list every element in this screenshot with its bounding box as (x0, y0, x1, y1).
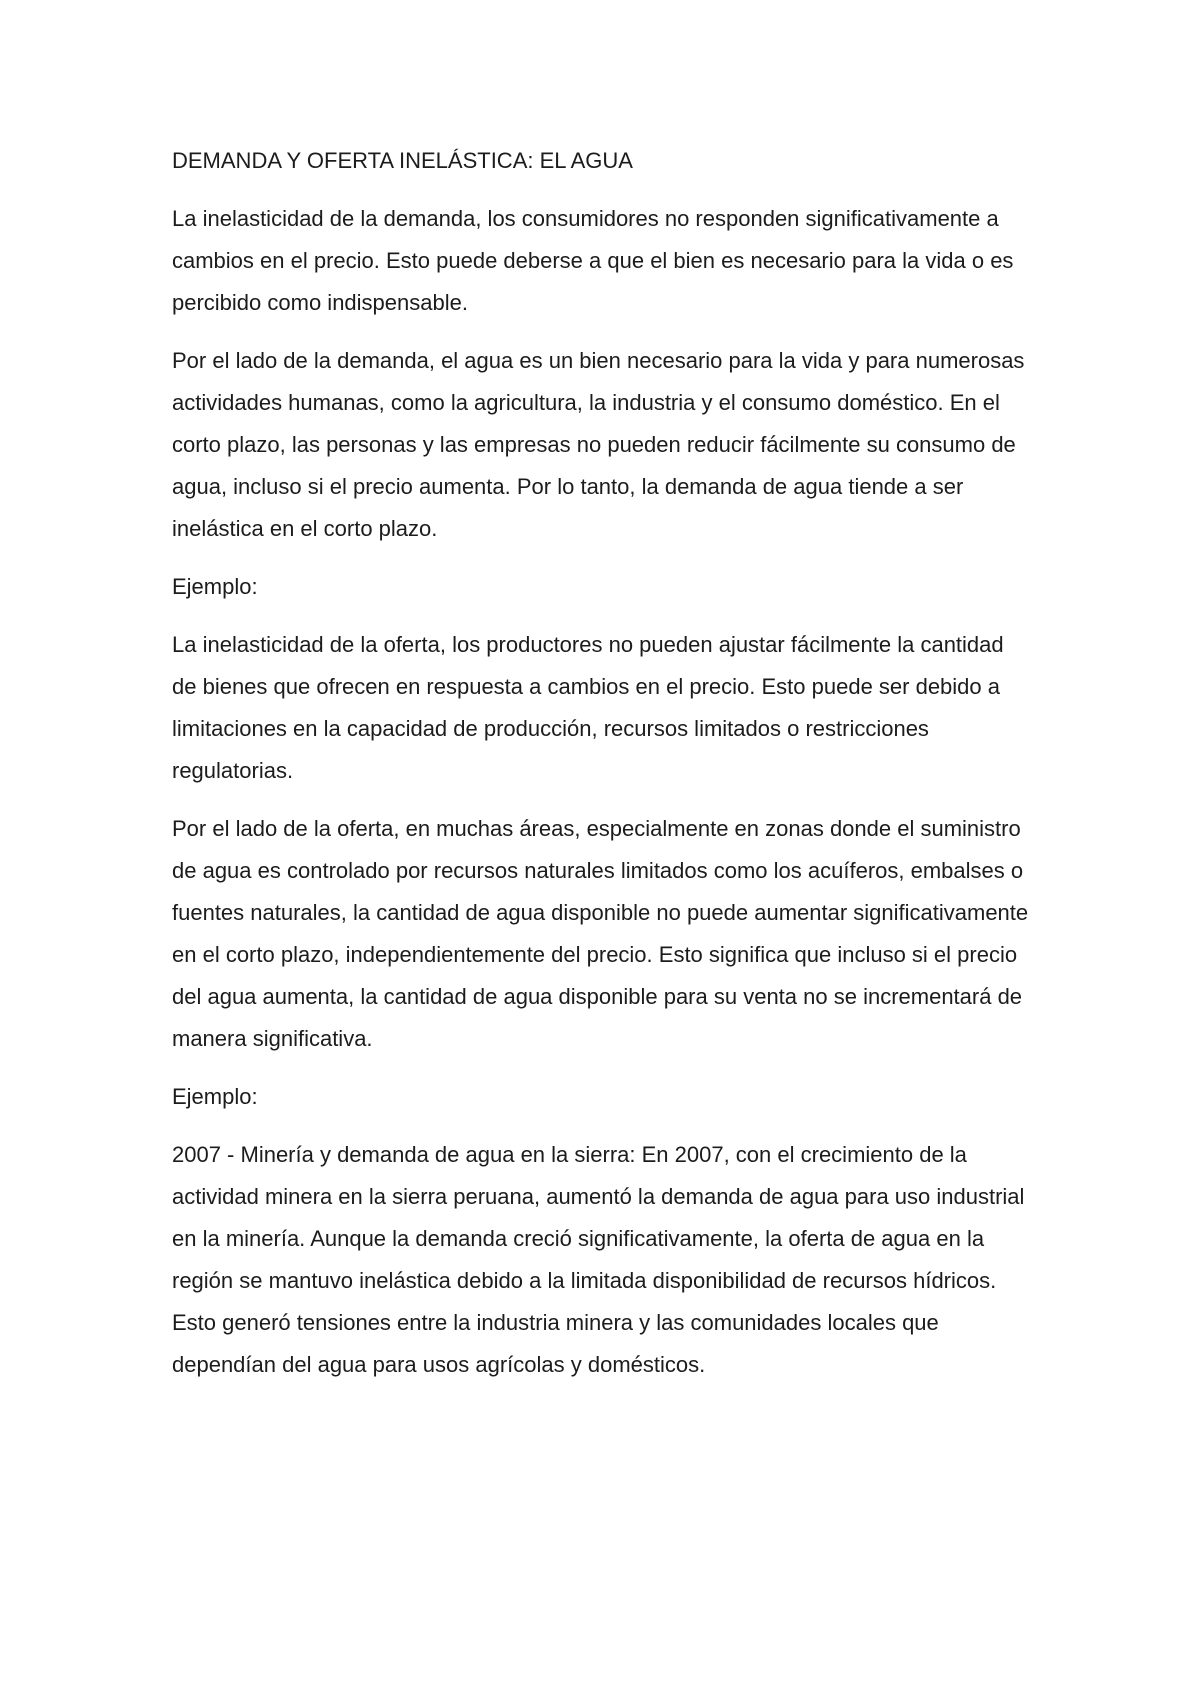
paragraph-supply-water: Por el lado de la oferta, en muchas áreas, especialmente en zonas donde el suministro de agua es controlado por recursos naturales limitados como los acuíferos, embalses o fuentes naturales, la cantidad de agua disponible no puede aumentar significativamente en el corto plazo, independientemente del precio. Esto significa que incluso si el precio del agua aumenta, la cantidad de agua disponible para su venta no se incrementará de manera significativa. (172, 816, 1029, 1051)
paragraph-demand-water: Por el lado de la demanda, el agua es un bien necesario para la vida y para numerosas actividades humanas, como la agricultura, la industria y el consumo doméstico. En el corto plazo, las personas y las empresas no pueden reducir fácilmente su consumo de agua, incluso si el precio aumenta. Por lo tanto, la demanda de agua tiende a ser inelástica en el corto plazo. (172, 348, 1025, 541)
document-title: DEMANDA Y OFERTA INELÁSTICA: EL AGUA (172, 148, 633, 173)
document-body (172, 140, 1034, 1402)
paragraph-demand-inelasticity: La inelasticidad de la demanda, los consumidores no responden significativamente a cambios en el precio. Esto puede deberse a que el bien es necesario para la vida o es percibido como indispensable. (172, 206, 1014, 315)
paragraph-mining-example: 2007 - Minería y demanda de agua en la sierra: En 2007, con el crecimiento de la actividad minera en la sierra peruana, aumentó la demanda de agua para uso industrial en la minería. Aunque la demanda creció significativamente, la oferta de agua en la región se mantuvo inelástica debido a la limitada disponibilidad de recursos hídricos. Esto generó tensiones entre la industria minera y las comunidades locales que dependían del agua para usos agrícolas y domésticos. (172, 1142, 1025, 1377)
paragraph-example-label: Ejemplo: (172, 574, 258, 599)
paragraph-supply-inelasticity: La inelasticidad de la oferta, los productores no pueden ajustar fácilmente la cantidad de bienes que ofrecen en respuesta a cambios en el precio. Esto puede ser debido a limitaciones en la capacidad de producción, recursos limitados o restricciones regulatorias. (172, 632, 1004, 783)
paragraph-example-label: Ejemplo: (172, 1084, 258, 1109)
